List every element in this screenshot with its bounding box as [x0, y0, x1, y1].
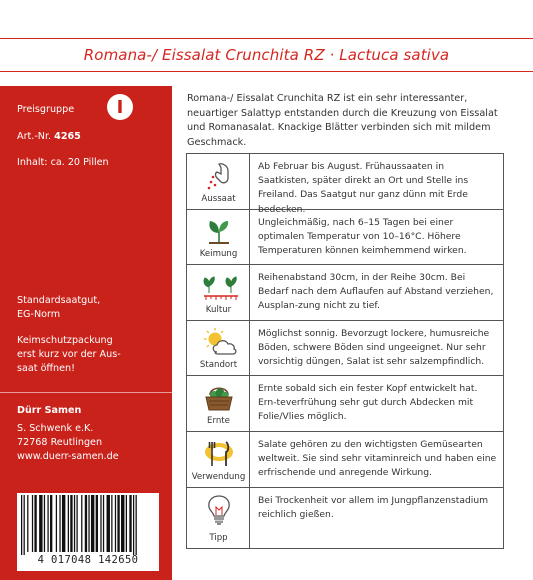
icon-cell: [187, 321, 250, 375]
content-amount: Inhalt: ca. 20 Pillen: [17, 157, 109, 168]
row-text: Bei Trockenheit vor allem im Jungpflanzenstadium reichlich gießen.: [258, 495, 489, 521]
title-bar: [0, 38, 533, 72]
company-name: Dürr Samen: [17, 405, 82, 416]
row-text: Ab Februar bis August. Frühaussaaten in Saatkisten, später direkt an Ort und Stelle ins Freiland. Das Saatgut nur ganz dünn mit Erde bedecken.: [258, 161, 469, 215]
protect-line-2: erst kurz vor der Aus-: [17, 349, 121, 360]
barcode-number: 4 017048 142650: [37, 554, 139, 566]
sprout-icon: [201, 216, 237, 246]
barcode: [17, 493, 159, 571]
price-group-label: Preisgruppe: [17, 104, 75, 115]
icon-cell: [187, 265, 250, 320]
icon-cell: [187, 432, 250, 487]
table-row: [187, 321, 503, 376]
price-group-badge: I: [107, 94, 133, 120]
row-label: Aussaat: [201, 194, 236, 204]
table-row: [187, 154, 503, 215]
intro-text: Romana-/ Eissalat Crunchita RZ ist ein sehr interessanter, neuartiger Salattyp entstanden durch die Kreuzung von Eissalat und Romanasalat. Knackige Blätter verbinden sich mit mildem Geschmack.: [187, 93, 498, 148]
seedlings-ruler-icon: [201, 271, 241, 305]
row-label: Tipp: [209, 533, 228, 543]
protect-line-3: saat öffnen!: [17, 363, 75, 374]
row-label: Ernte: [207, 416, 230, 426]
article-value: 4265: [54, 131, 81, 142]
row-text: Salate gehören zu den wichtigsten Gemüsearten weltweit. Sie sind sehr vitaminreich und haben eine erfrischende und anregende Wirkung.: [258, 439, 497, 479]
article-label: Art.-Nr.: [17, 131, 52, 142]
icon-cell: [187, 154, 250, 209]
info-table: [186, 153, 504, 549]
barcode-bars: [17, 493, 159, 555]
table-row: [187, 488, 503, 548]
company-website: www.duerr-samen.de: [17, 451, 119, 462]
row-text: Ungleichmäßig, nach 6–15 Tagen bei einer optimalen Temperatur von 10–16°C. Höhere Temperaturen können keimhemmend wirken.: [258, 217, 467, 257]
table-row: [187, 432, 503, 488]
icon-cell: [187, 376, 250, 431]
protect-line-1: Keimschutzpackung: [17, 335, 113, 346]
standard-line-1: Standardsaatgut,: [17, 295, 101, 306]
table-row: [187, 265, 503, 321]
lightbulb-icon: [201, 494, 237, 528]
table-row: [187, 210, 503, 265]
row-text: Ernte sobald sich ein fester Kopf entwickelt hat. Ern-teverfrühung sehr gut durch Abdecken mit Folie/Vlies möglich.: [258, 383, 478, 423]
fork-knife-plate-icon: [201, 438, 237, 470]
sowing-hand-icon: [201, 160, 237, 192]
row-label: Keimung: [199, 249, 238, 259]
row-label: Kultur: [205, 305, 232, 315]
row-label: Standort: [199, 360, 238, 370]
row-text: Möglichst sonnig. Bevorzugt lockere, humusreiche Böden, schwere Böden sind ungeeignet. Nur sehr vorsichtig düngen, Salat ist sehr salzempfindlich.: [258, 328, 490, 368]
icon-cell: [187, 488, 250, 548]
product-title: Romana-/ Eissalat Crunchita RZ · Lactuca sativa: [83, 46, 450, 64]
company-line-1: S. Schwenk e.K.: [17, 423, 94, 434]
standard-line-2: EG-Norm: [17, 309, 61, 320]
icon-cell: [187, 210, 250, 264]
row-label: Verwendung: [191, 472, 246, 482]
sun-cloud-icon: [201, 327, 241, 359]
article-number: [17, 130, 81, 144]
row-text: Reihenabstand 30cm, in der Reihe 30cm. Bei Bedarf nach dem Auflaufen auf Abstand verziehen, Ausplan-zung nicht zu tief.: [258, 272, 494, 312]
harvest-basket-icon: [201, 382, 237, 414]
table-row: [187, 376, 503, 432]
company-line-2: 72768 Reutlingen: [17, 437, 103, 448]
sidebar-divider: [0, 392, 172, 393]
